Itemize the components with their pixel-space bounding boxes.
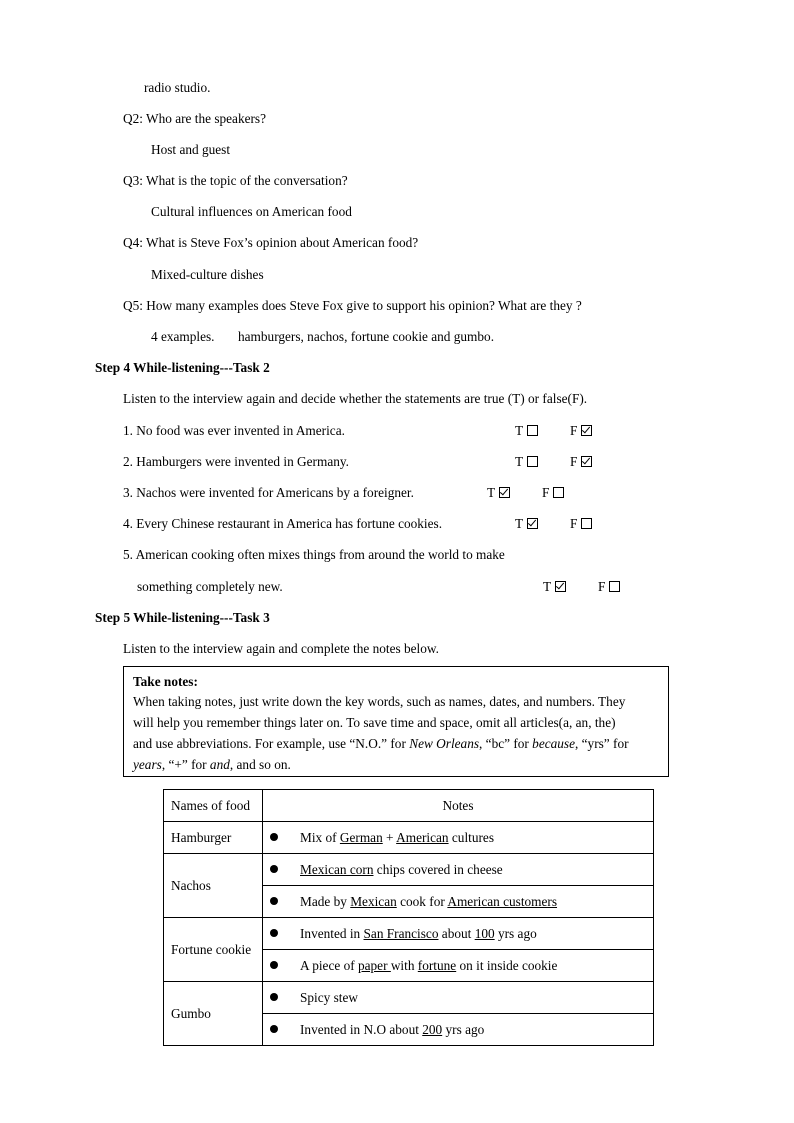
statement-2: 2. Hamburgers were invented in Germany. bbox=[123, 454, 349, 469]
q1-answer-tail: radio studio. bbox=[144, 80, 211, 95]
statement-4-false[interactable]: F bbox=[570, 516, 592, 532]
statement-3-true[interactable]: T bbox=[487, 485, 510, 501]
note-cell: A piece of paper with fortune on it inside cookie bbox=[263, 950, 654, 982]
answer-4: Mixed-culture dishes bbox=[151, 267, 264, 282]
checkbox-checked[interactable] bbox=[581, 425, 592, 436]
note-cell: Invented in San Francisco about 100 yrs ago bbox=[263, 918, 654, 950]
statement-4: 4. Every Chinese restaurant in America has fortune cookies. bbox=[123, 516, 443, 531]
table-header-row bbox=[164, 790, 654, 822]
statement-1-false[interactable]: F bbox=[570, 423, 592, 439]
statement-1-true[interactable]: T bbox=[515, 423, 538, 439]
note-cell: Spicy stew bbox=[263, 982, 654, 1014]
bullet-icon bbox=[270, 833, 278, 841]
question-5: Q5: How many examples does Steve Fox give to support his opinion? What are they ? bbox=[123, 298, 582, 313]
take-notes-line-2: will help you remember things later on. To save time and space, omit all articles(a, an, the) bbox=[133, 715, 616, 730]
take-notes-title: Take notes: bbox=[133, 674, 198, 689]
statement-4-true[interactable]: T bbox=[515, 516, 538, 532]
question-4: Q4: What is Steve Fox’s opinion about American food? bbox=[123, 235, 419, 250]
statement-3-false[interactable]: F bbox=[542, 485, 564, 501]
take-notes-line-3: and use abbreviations. For example, use “N.O.” for New Orleans, “bc” for because, “yrs” for bbox=[133, 736, 629, 751]
checkbox-checked[interactable] bbox=[527, 518, 538, 529]
step5-instruction: Listen to the interview again and complete the notes below. bbox=[123, 641, 439, 656]
statement-5-cont: something completely new. bbox=[137, 579, 283, 594]
food-notes-table bbox=[163, 789, 654, 1046]
answer-3: Cultural influences on American food bbox=[151, 204, 352, 219]
take-notes-box bbox=[123, 666, 669, 777]
checkbox-checked[interactable] bbox=[555, 581, 566, 592]
step4-heading: Step 4 While-listening---Task 2 bbox=[95, 360, 270, 375]
step4-instruction: Listen to the interview again and decide whether the statements are true (T) or false(F). bbox=[123, 391, 588, 406]
statement-3: 3. Nachos were invented for Americans by a foreigner. bbox=[123, 485, 414, 500]
food-name: Gumbo bbox=[164, 982, 263, 1046]
note-cell: Mexican corn chips covered in cheese bbox=[263, 854, 654, 886]
table-row bbox=[164, 822, 654, 854]
checkbox[interactable] bbox=[527, 425, 538, 436]
table-row bbox=[164, 854, 654, 886]
bullet-icon bbox=[270, 865, 278, 873]
question-2: Q2: Who are the speakers? bbox=[123, 111, 267, 126]
answer-2: Host and guest bbox=[151, 142, 231, 157]
note-cell: Made by Mexican cook for American customers bbox=[263, 886, 654, 918]
bullet-icon bbox=[270, 897, 278, 905]
food-name: Nachos bbox=[164, 854, 263, 918]
question-3: Q3: What is the topic of the conversation? bbox=[123, 173, 348, 188]
step5-heading: Step 5 While-listening---Task 3 bbox=[95, 610, 270, 625]
statement-5-true[interactable]: T bbox=[543, 579, 566, 595]
statement-2-false[interactable]: F bbox=[570, 454, 592, 470]
statement-2-true[interactable]: T bbox=[515, 454, 538, 470]
statement-5-false[interactable]: F bbox=[598, 579, 620, 595]
take-notes-line-1: When taking notes, just write down the key words, such as names, dates, and numbers. They bbox=[133, 694, 626, 709]
table-row bbox=[164, 982, 654, 1014]
col-header-notes: Notes bbox=[263, 790, 654, 822]
bullet-icon bbox=[270, 961, 278, 969]
answer-5-list: hamburgers, nachos, fortune cookie and gumbo. bbox=[238, 329, 495, 344]
statement-1: 1. No food was ever invented in America. bbox=[123, 423, 345, 438]
checkbox-checked[interactable] bbox=[499, 487, 510, 498]
bullet-icon bbox=[270, 993, 278, 1001]
col-header-name: Names of food bbox=[164, 790, 263, 822]
note-cell: Invented in N.O about 200 yrs ago bbox=[263, 1014, 654, 1046]
checkbox-checked[interactable] bbox=[581, 456, 592, 467]
bullet-icon bbox=[270, 929, 278, 937]
checkbox[interactable] bbox=[581, 518, 592, 529]
statement-5: 5. American cooking often mixes things from around the world to make bbox=[123, 547, 505, 562]
note-cell: Mix of German + American cultures bbox=[263, 822, 654, 854]
table-row bbox=[164, 918, 654, 950]
checkbox[interactable] bbox=[527, 456, 538, 467]
checkbox[interactable] bbox=[609, 581, 620, 592]
answer-5-count: 4 examples. bbox=[151, 329, 215, 344]
bullet-icon bbox=[270, 1025, 278, 1033]
food-name: Hamburger bbox=[164, 822, 263, 854]
take-notes-line-4: years, “+” for and, and so on. bbox=[133, 757, 291, 772]
checkbox[interactable] bbox=[553, 487, 564, 498]
food-name: Fortune cookie bbox=[164, 918, 263, 982]
